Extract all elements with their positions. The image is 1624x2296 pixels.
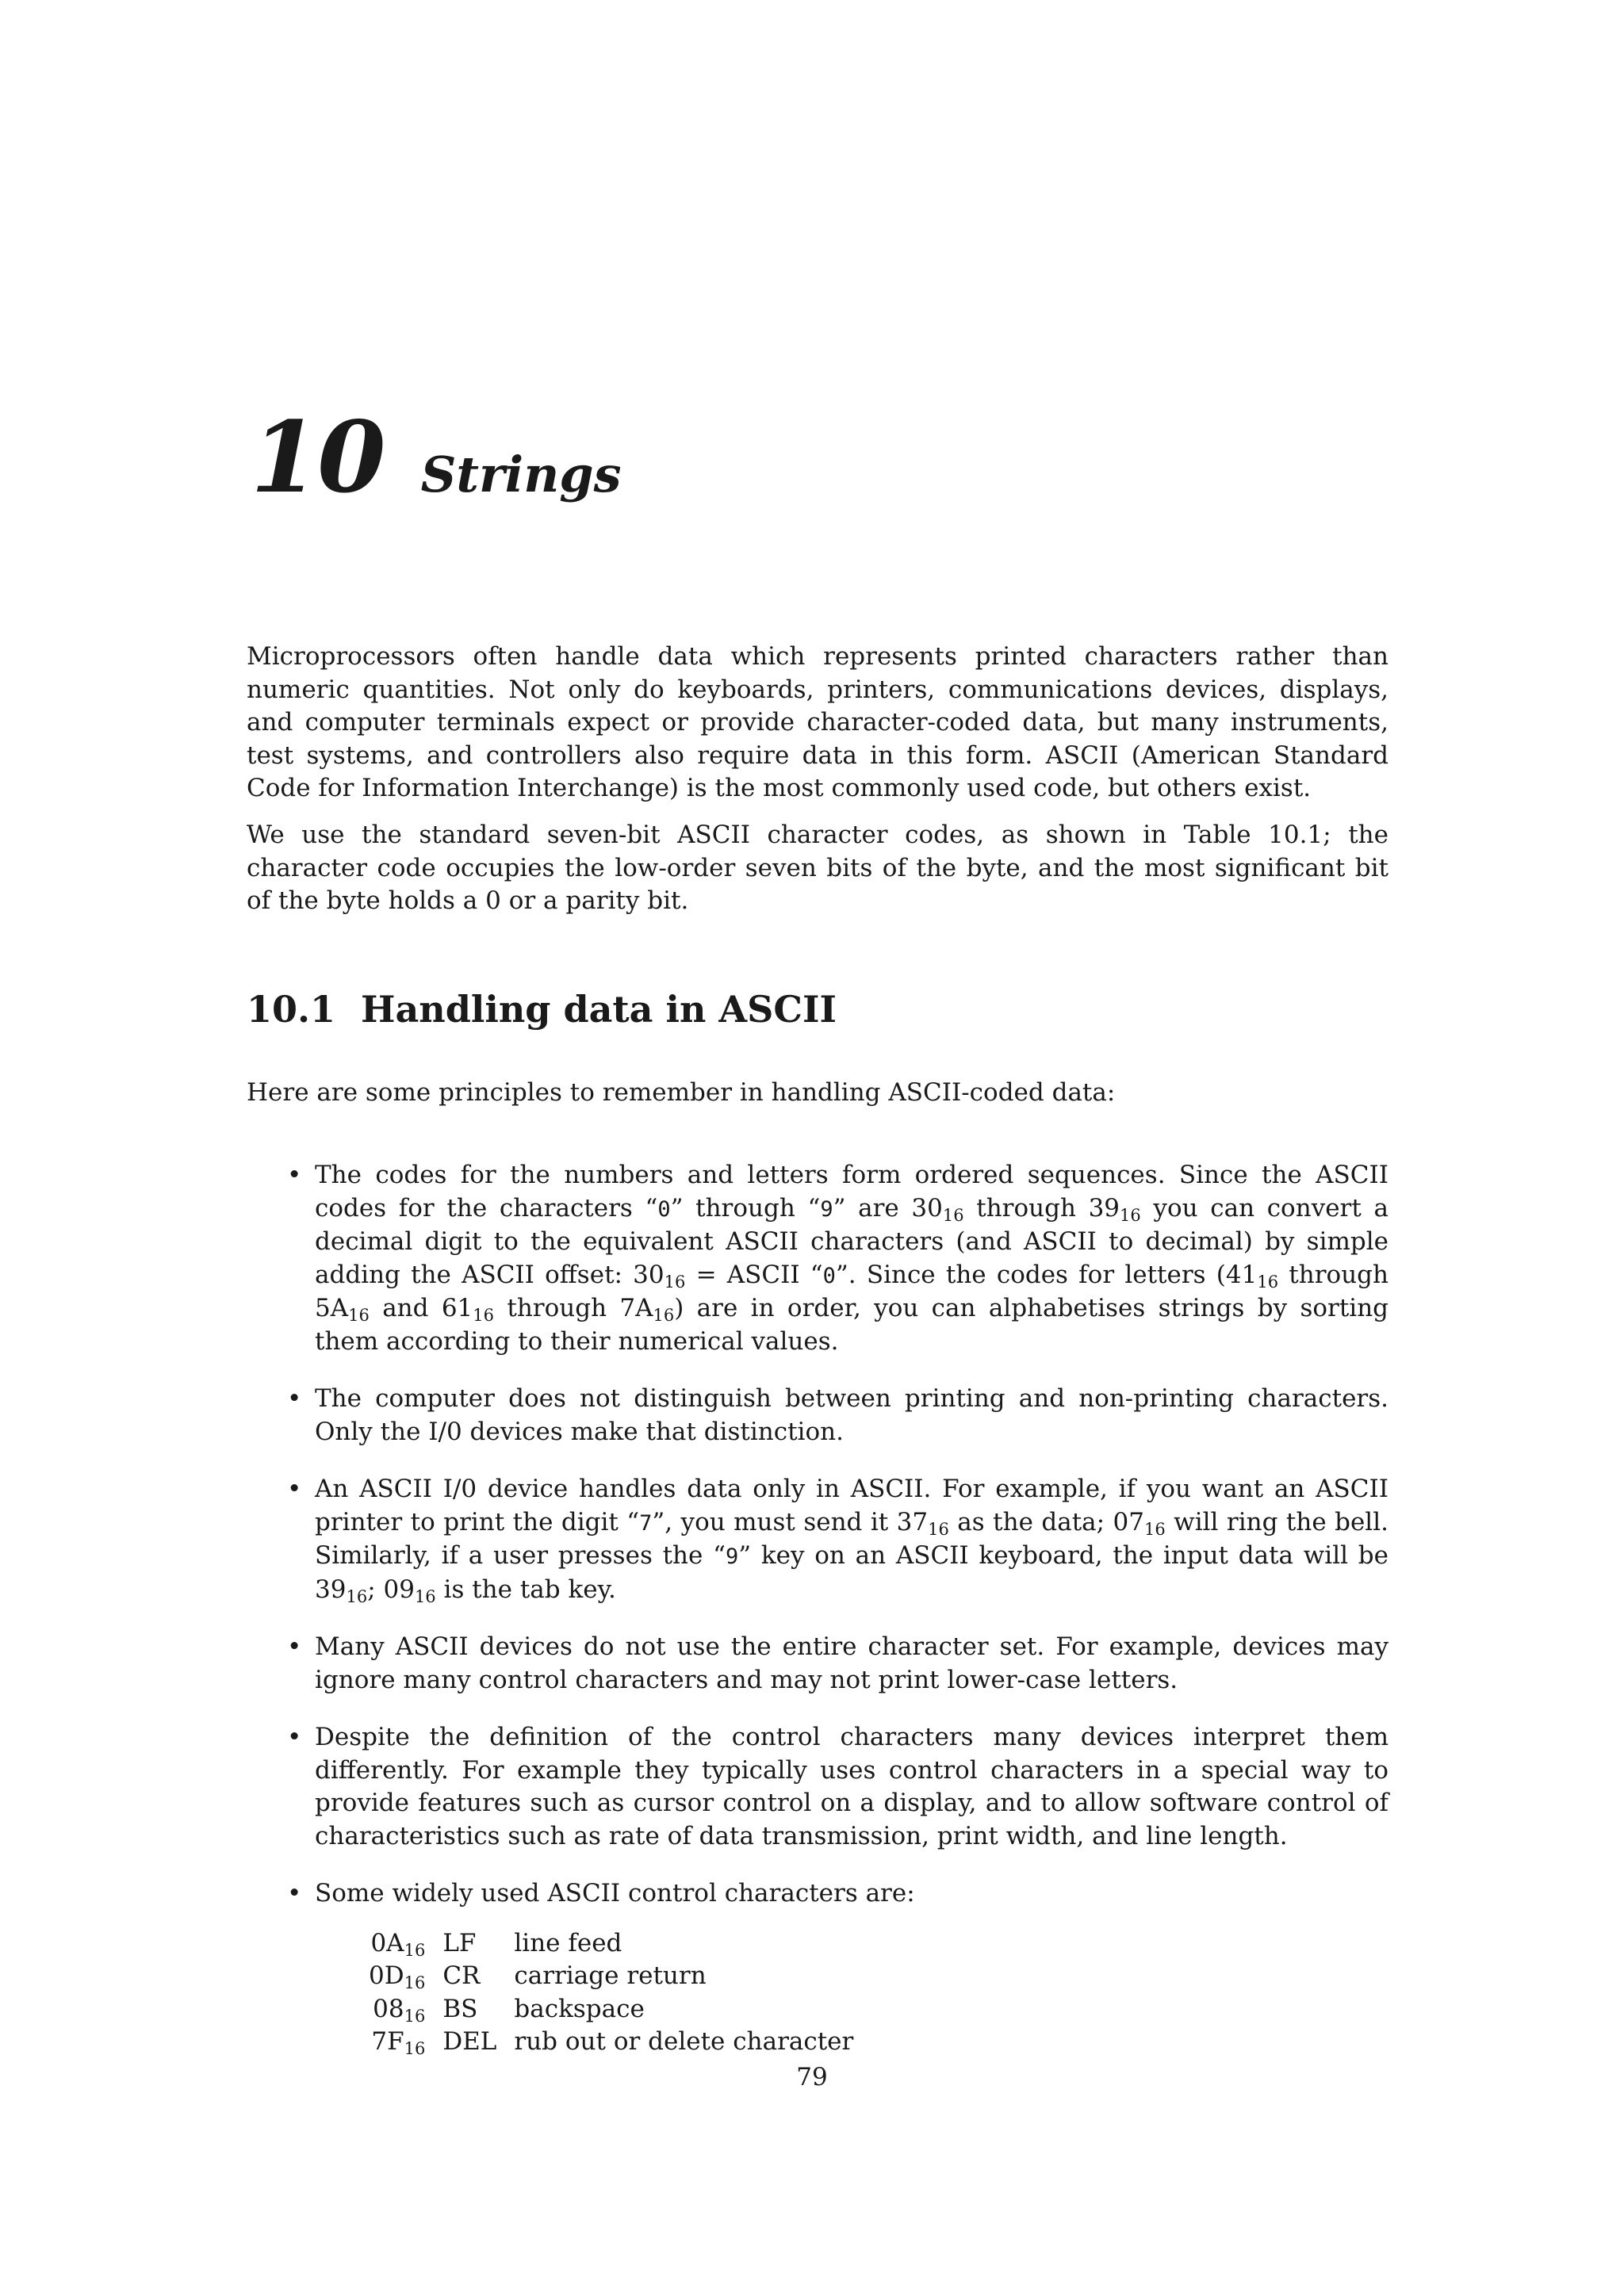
bullet-icon: • — [287, 1475, 302, 1503]
table-row — [369, 1993, 871, 2026]
list-item — [247, 1159, 1388, 1358]
text-run: is the tab key. — [435, 1575, 616, 1604]
hex-code-cell — [369, 1960, 442, 1993]
text-run: and 61 — [369, 1294, 473, 1322]
mnemonic-cell: BS — [442, 1994, 478, 2023]
chapter-title: Strings — [420, 446, 622, 503]
text-run: Many ASCII devices do not use the entire character set. For example, devices may ignore many control characters and may not print lower-case letters. — [315, 1632, 1388, 1694]
list-item — [247, 1877, 1388, 2059]
mnemonic-cell: CR — [442, 1961, 481, 1990]
base-subscript: 16 — [653, 1306, 675, 1325]
section-heading — [247, 988, 837, 1031]
hex-code: 08 — [373, 1994, 404, 2023]
code-char: 9 — [725, 1544, 739, 1569]
table-row — [369, 1960, 871, 1993]
hex-code-cell — [369, 1927, 442, 1961]
base-subscript: 16 — [1143, 1519, 1166, 1539]
text-run: ” key on an ASCII keyboard, the input data will be 39 — [315, 1541, 1388, 1604]
intro-paragraph-1: Microprocessors often handle data which represents printed characters rather than numeric quantities. Not only do keyboards, printers, communications devices, displays, and computer terminals expect or provide character-coded data, but many instruments, test systems, and controllers also require data in this form. ASCII (American Standard Code for Information Interchange) is the most commonly used code, but others exist. — [247, 642, 1388, 802]
mnemonic-cell: DEL — [442, 2027, 497, 2056]
list-item — [247, 1383, 1388, 1448]
text-run: ”, you must send it 37 — [652, 1507, 929, 1536]
control-characters-table — [369, 1927, 871, 2059]
text-run: The computer does not distinguish between printing and non-printing characters. Only the I/0 devices make that distinction. — [315, 1384, 1388, 1446]
hex-code-cell — [369, 1993, 442, 2026]
base-subscript: 16 — [348, 1306, 370, 1325]
base-subscript: 16 — [1257, 1272, 1279, 1292]
text-run: ) are in order, you can alphabetises strings by sorting them according to their numerical values. — [315, 1294, 1389, 1356]
text-run: = ASCII “ — [685, 1260, 823, 1289]
text-run: you can convert a decimal digit to the equivalent ASCII characters (and ASCII to decimal) by simple adding the ASCII offset: 30 — [315, 1193, 1388, 1289]
text-run: ” through “ — [670, 1193, 821, 1223]
base-subscript: 16 — [404, 1973, 426, 1992]
section-title: Handling data in ASCII — [361, 988, 837, 1031]
base-subscript: 16 — [928, 1519, 949, 1539]
mnemonic-cell: LF — [442, 1928, 477, 1957]
bullet-icon: • — [287, 1632, 302, 1661]
text-run: Some widely used ASCII control characters are: — [315, 1879, 915, 1908]
section-number: 10.1 — [247, 988, 336, 1031]
base-subscript: 16 — [414, 1586, 436, 1606]
text-run: ” are 30 — [833, 1193, 943, 1223]
section-lead-paragraph: Here are some principles to remember in handling ASCII-coded data: — [247, 1078, 1116, 1107]
description-cell: rub out or delete character — [514, 2027, 854, 2056]
chapter-heading — [251, 400, 622, 515]
text-run: An ASCII I/0 device handles data only in ASCII. For example, if you want an ASCII printer to print the digit “ — [315, 1475, 1388, 1536]
base-subscript: 16 — [1120, 1205, 1141, 1225]
text-run: through 39 — [963, 1193, 1120, 1223]
text-run: as the data; 07 — [948, 1507, 1144, 1536]
base-subscript: 16 — [404, 1940, 426, 1960]
text-run: will ring the bell. Similarly, if a user presses the “ — [315, 1507, 1388, 1570]
base-subscript: 16 — [346, 1586, 368, 1606]
text-run: through 5A — [315, 1260, 1388, 1322]
bullet-icon: • — [287, 1723, 302, 1751]
base-subscript: 16 — [404, 2006, 426, 2026]
principles-list — [247, 1159, 1388, 2084]
text-run: Despite the definition of the control characters many devices interpret them differently. For example they typically uses control characters in a special way to provide features such as cursor control on a display, and to allow software control of characteristics such as rate of data transmission, print width, and line length. — [315, 1723, 1388, 1850]
hex-code: 7F — [371, 2027, 404, 2056]
page-number: 79 — [796, 2063, 828, 2091]
bullet-icon: • — [287, 1161, 302, 1189]
base-subscript: 16 — [404, 2039, 426, 2058]
code-char: 0 — [822, 1263, 836, 1288]
text-run: ”. Since the codes for letters (41 — [835, 1260, 1258, 1289]
intro-paragraph-2: We use the standard seven-bit ASCII character codes, as shown in Table 10.1; the character code occupies the low-order seven bits of the byte, and the most significant bit of the byte holds a 0 or a parity bit. — [247, 821, 1388, 915]
code-char: 9 — [820, 1196, 833, 1222]
base-subscript: 16 — [473, 1306, 495, 1325]
hex-code-cell — [369, 2026, 442, 2059]
text-run: ; 09 — [367, 1575, 415, 1604]
bullet-icon: • — [287, 1879, 302, 1908]
base-subscript: 16 — [664, 1272, 686, 1292]
list-item — [247, 1473, 1388, 1606]
table-row — [369, 2026, 871, 2059]
list-item — [247, 1721, 1388, 1853]
description-cell: line feed — [514, 1928, 622, 1957]
hex-code: 0D — [369, 1961, 404, 1990]
description-cell: carriage return — [514, 1961, 707, 1990]
code-char: 7 — [639, 1510, 653, 1536]
list-item — [247, 1631, 1388, 1697]
chapter-number: 10 — [251, 400, 385, 515]
text-run: through 7A — [494, 1294, 653, 1322]
table-row — [369, 1927, 871, 1961]
hex-code: 0A — [370, 1928, 404, 1957]
text-run: The codes for the numbers and letters form ordered sequences. Since the ASCII codes for the characters “ — [315, 1161, 1388, 1223]
bullet-icon: • — [287, 1384, 302, 1413]
base-subscript: 16 — [942, 1205, 964, 1225]
code-char: 0 — [657, 1196, 671, 1222]
description-cell: backspace — [514, 1994, 645, 2023]
